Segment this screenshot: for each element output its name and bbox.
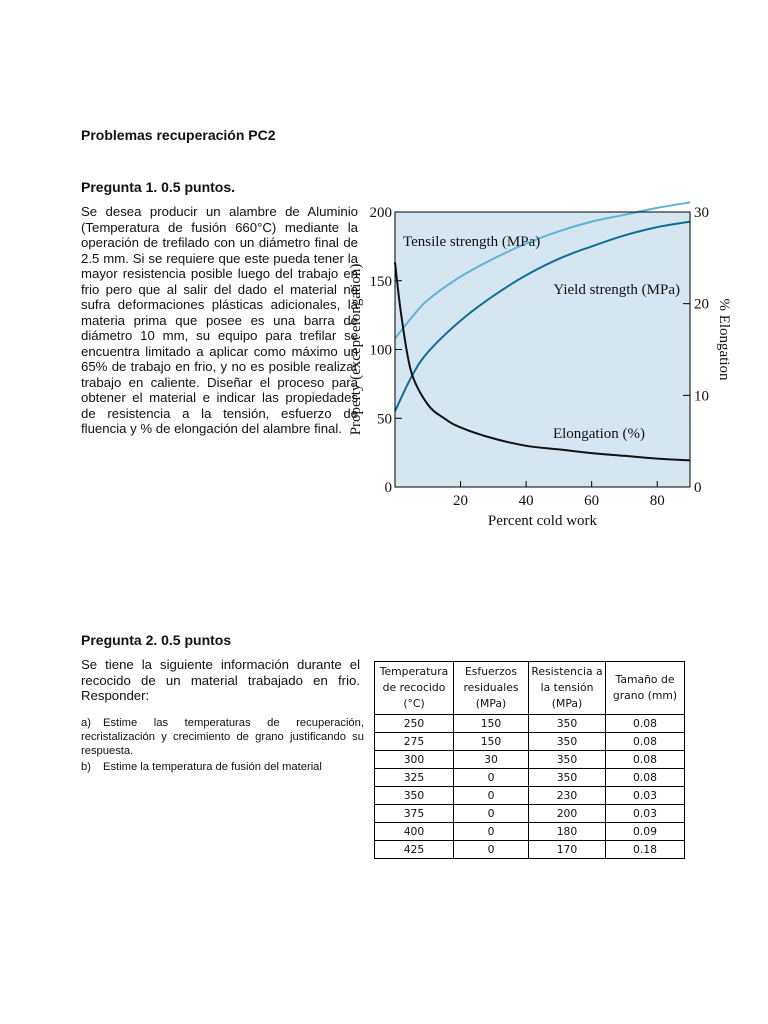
cold-work-properties-chart (345, 200, 740, 535)
table-cell: 350 (529, 769, 606, 787)
table-cell: 350 (529, 733, 606, 751)
x-tick-label: 20 (453, 493, 469, 509)
question-2-body: Se tiene la siguiente información durante el recocido de un material trabajado en frio. Responder: (81, 657, 360, 703)
table-cell: 230 (529, 787, 606, 805)
table-row (375, 715, 685, 733)
table-cell: 400 (375, 823, 454, 841)
x-tick-label: 60 (584, 493, 600, 509)
table-cell: 180 (529, 823, 606, 841)
table-cell: 0.09 (606, 823, 685, 841)
table-row (375, 787, 685, 805)
question-2-item-a (81, 716, 364, 758)
table-cell: 200 (529, 805, 606, 823)
table-cell: 0.03 (606, 787, 685, 805)
y-tick-label: 50 (377, 411, 392, 428)
table-cell: 0.08 (606, 769, 685, 787)
y2-tick-label: 20 (694, 296, 709, 313)
table-row (375, 805, 685, 823)
table-cell: 0.03 (606, 805, 685, 823)
y2-tick-label: 10 (694, 388, 709, 405)
table-cell: 0 (454, 787, 529, 805)
table-cell: 425 (375, 841, 454, 859)
x-tick-label: 40 (518, 493, 534, 509)
question-1-body: Se desea producir un alambre de Aluminio (Temperatura de fusión 660°C) mediante la operación de trefilado con un diámetro final de 2.5 mm. Si se requiere que este pueda tener la mayor resistencia posible luego del trabajo en frio pero que al salir del dado el material no sufra deformaciones plásticas adicionales, la materia prima que posee es una barra de diámetro 10 mm, su equipo para trefilar se encuentra limitado a aplicar como máximo un 65% de trabajo en frio, y no es posible realizar trabajo en caliente. Diseñar el proceso para obtener el material e indicar las propiedades de resistencia a la tensión, esfuerzo de fluencia y % de elongación del alambre final. (81, 204, 358, 436)
yield-strength-label: Yield strength (MPa) (553, 282, 680, 298)
table-cell: 150 (454, 733, 529, 751)
table-cell: 30 (454, 751, 529, 769)
table-cell: 350 (375, 787, 454, 805)
y-tick-label: 100 (369, 342, 392, 359)
y-axis-title: Property (except elongation) (348, 263, 364, 436)
table-cell: 170 (529, 841, 606, 859)
table-row (375, 769, 685, 787)
table-cell: 0 (454, 805, 529, 823)
item-a-text: Estime las temperaturas de recuperación, recristalización y crecimiento de grano justificando su respuesta. (81, 717, 364, 757)
table-cell: 350 (529, 751, 606, 769)
question-2-heading: Pregunta 2. 0.5 puntos (81, 632, 232, 648)
item-a-label: a) (81, 717, 91, 729)
y-tick-label: 200 (369, 205, 392, 221)
header-resistencia: Resistencia a la tensión (MPa) (529, 662, 606, 715)
table-header-row (375, 662, 685, 715)
table-cell: 350 (529, 715, 606, 733)
table-cell: 0 (454, 769, 529, 787)
page-title: Problemas recuperación PC2 (81, 127, 276, 143)
table-cell: 150 (454, 715, 529, 733)
header-esfuerzos: Esfuerzos residuales (MPa) (454, 662, 529, 715)
table-cell: 0 (454, 841, 529, 859)
question-2-items (81, 716, 364, 776)
table-cell: 375 (375, 805, 454, 823)
question-1-heading: Pregunta 1. 0.5 puntos. (81, 179, 236, 195)
table-cell: 325 (375, 769, 454, 787)
table-cell: 275 (375, 733, 454, 751)
elongation-label: Elongation (%) (552, 426, 645, 442)
x-axis-title: Percent cold work (487, 513, 598, 529)
table-cell: 250 (375, 715, 454, 733)
table-row (375, 841, 685, 859)
header-tamano: Tamaño de grano (mm) (606, 662, 685, 715)
table-cell: 0.08 (606, 733, 685, 751)
plot-background (395, 212, 690, 487)
tensile-strength-label: Tensile strength (MPa) (403, 234, 541, 250)
header-temperatura: Temperatura de recocido (°C) (375, 662, 454, 715)
question-2-item-b (81, 760, 364, 774)
x-tick-label: 80 (649, 493, 665, 509)
table-cell: 0 (454, 823, 529, 841)
y2-axis-title: % Elongation (716, 298, 732, 381)
item-b-label: b) (81, 761, 91, 773)
table-row (375, 751, 685, 769)
table-cell: 0.08 (606, 751, 685, 769)
y2-tick-label: 0 (694, 480, 702, 496)
y-tick-label: 150 (369, 273, 392, 290)
annealing-data-table (374, 661, 685, 859)
y2-tick-label: 30 (694, 205, 709, 221)
y-tick-label: 0 (384, 480, 392, 496)
item-b-text: Estime la temperatura de fusión del material (103, 761, 322, 773)
table-cell: 300 (375, 751, 454, 769)
table-row (375, 733, 685, 751)
table-cell: 0.18 (606, 841, 685, 859)
table-row (375, 823, 685, 841)
table-cell: 0.08 (606, 715, 685, 733)
